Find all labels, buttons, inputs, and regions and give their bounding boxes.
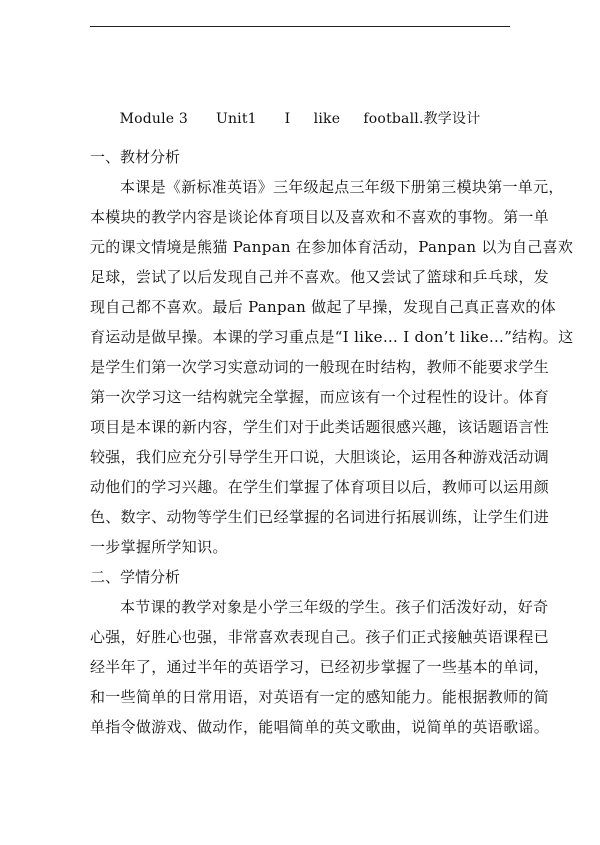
paragraph-line: 色、数字、动物等学生们已经掌握的名词进行拓展训练，让学生们进 <box>90 508 550 526</box>
paragraph-line: 现自己都不喜欢。最后 Panpan 做起了早操，发现自己真正喜欢的体 <box>90 298 556 316</box>
paragraph-line: 育运动是做早操。本课的学习重点是“I like… I don’t like…”结构。这 <box>90 328 574 346</box>
section-heading-learner-analysis: 二、学情分析 <box>90 568 181 586</box>
paragraph-line: 和一些简单的日常用语，对英语有一定的感知能力。能根据教师的简 <box>90 688 550 706</box>
paragraph-line: 第一次学习这一结构就完全掌握，而应该有一个过程性的设计。体育 <box>90 388 550 406</box>
paragraph-line: 本课是《新标准英语》三年级起点三年级下册第三模块第一单元， <box>120 178 564 196</box>
document-title: Module 3 Unit1 I like football.教学设计 <box>119 111 481 127</box>
paragraph-line: 足球，尝试了以后发现自己并不喜欢。他又尝试了篮球和乒乓球，发 <box>90 268 550 286</box>
paragraph-line: 较强，我们应充分引导学生开口说，大胆谈论，运用各种游戏活动调 <box>90 448 550 466</box>
paragraph-line: 元的课文情境是熊猫 Panpan 在参加体育活动，Panpan 以为自己喜欢 <box>90 238 574 256</box>
paragraph-line: 经半年了，通过半年的英语学习，已经初步掌握了一些基本的单词， <box>90 658 550 676</box>
paragraph-line: 本模块的教学内容是谈论体育项目以及喜欢和不喜欢的事物。第一单 <box>90 208 550 226</box>
paragraph-line: 心强，好胜心也强，非常喜欢表现自己。孩子们正式接触英语课程已 <box>90 628 550 646</box>
paragraph-line: 一步掌握所学知识。 <box>90 538 228 556</box>
paragraph-line: 单指令做游戏、做动作，能唱简单的英文歌曲，说简单的英语歌谣。 <box>90 718 550 736</box>
header-rule <box>90 26 510 27</box>
paragraph-line: 项目是本课的新内容，学生们对于此类话题很感兴趣，该话题语言性 <box>90 418 550 436</box>
paragraph-line: 是学生们第一次学习实意动词的一般现在时结构，教师不能要求学生 <box>90 358 550 376</box>
paragraph-line: 动他们的学习兴趣。在学生们掌握了体育项目以后，教师可以运用颜 <box>90 478 550 496</box>
paragraph-line: 本节课的教学对象是小学三年级的学生。孩子们活泼好动，好奇 <box>120 598 549 616</box>
section-heading-textbook-analysis: 一、教材分析 <box>90 148 181 166</box>
